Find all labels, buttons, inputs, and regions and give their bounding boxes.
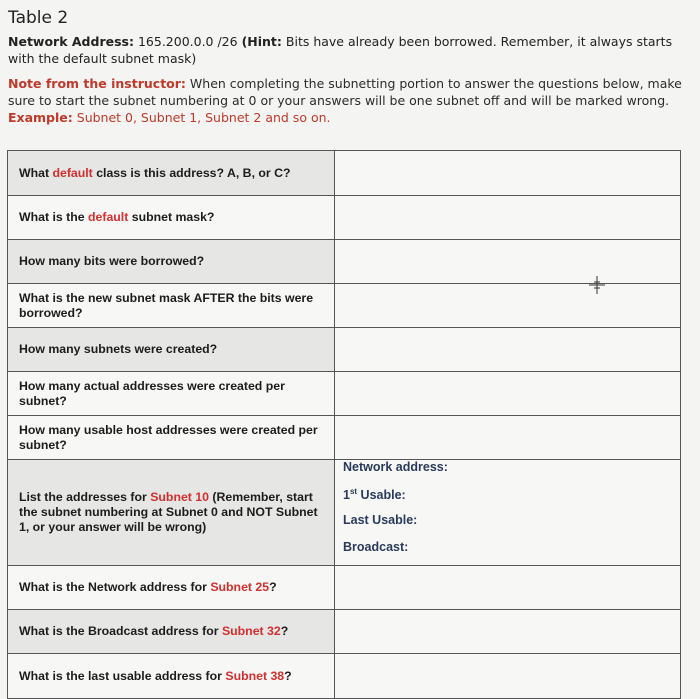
answer-cell[interactable] — [335, 566, 680, 609]
network-address-line — [8, 33, 692, 67]
first-usable-label: 1st Usable: — [343, 487, 406, 503]
question-cell: How many actual addresses were created per subnet? — [8, 372, 335, 415]
table-row — [8, 609, 680, 653]
table-row — [8, 239, 680, 283]
answer-cell[interactable] — [335, 284, 680, 327]
table-row — [8, 565, 680, 609]
question-cell: What default class is this address? A, B, or C? — [8, 151, 335, 195]
note-text: When completing the subnetting portion to answer the questions below, make sure to start the subnet numbering at 0 or your answers will be one subnet off and will be marked wrong. — [8, 76, 682, 108]
table-row — [8, 195, 680, 239]
answer-cell[interactable] — [335, 328, 680, 371]
table-row — [8, 653, 680, 698]
broadcast-label: Broadcast: — [343, 540, 409, 554]
subnetting-table — [7, 150, 681, 699]
header — [8, 8, 692, 126]
network-address-label: Network address: — [343, 460, 448, 474]
table-row — [8, 283, 680, 327]
table-row — [8, 327, 680, 371]
answer-cell[interactable] — [335, 610, 680, 653]
table-title: Table 2 — [8, 8, 69, 28]
hint-text: Bits have already been borrowed. Remember, it always starts with the default subnet mask) — [8, 34, 673, 66]
network-label: Network Address: — [8, 34, 134, 49]
question-cell: What is the last usable address for Subnet 38? — [8, 654, 335, 698]
answer-cell[interactable] — [335, 460, 680, 565]
answer-cell[interactable] — [335, 372, 680, 415]
table-row — [8, 151, 680, 195]
question-cell: How many subnets were created? — [8, 328, 335, 371]
question-cell: How many bits were borrowed? — [8, 240, 335, 283]
note-example-label: Example: — [8, 110, 73, 125]
answer-cell[interactable] — [335, 416, 680, 459]
answer-cell[interactable] — [335, 196, 680, 239]
hint-label: (Hint: — [241, 34, 282, 49]
note-label: Note from the instructor: — [8, 76, 186, 91]
last-usable-label: Last Usable: — [343, 513, 418, 527]
question-cell: How many usable host addresses were created per subnet? — [8, 416, 335, 459]
answer-cell[interactable] — [335, 654, 680, 698]
question-cell: List the addresses for Subnet 10 (Remember, start the subnet numbering at Subnet 0 and NOT Subnet 1, or your answer will be wrong) — [8, 460, 335, 565]
instructor-note — [8, 75, 692, 126]
answer-cell[interactable] — [335, 240, 680, 283]
network-value: 165.200.0.0 /26 — [133, 34, 242, 49]
answer-cell[interactable] — [335, 151, 680, 195]
table-row — [8, 415, 680, 459]
note-tail: Subnet 0, Subnet 1, Subnet 2 and so on. — [72, 110, 331, 125]
column-resize-cursor-icon — [587, 275, 607, 295]
question-cell: What is the default subnet mask? — [8, 196, 335, 239]
table-row — [8, 371, 680, 415]
question-cell: What is the new subnet mask AFTER the bits were borrowed? — [8, 284, 335, 327]
question-cell: What is the Network address for Subnet 25? — [8, 566, 335, 609]
table-row — [8, 459, 680, 565]
question-cell: What is the Broadcast address for Subnet 32? — [8, 610, 335, 653]
